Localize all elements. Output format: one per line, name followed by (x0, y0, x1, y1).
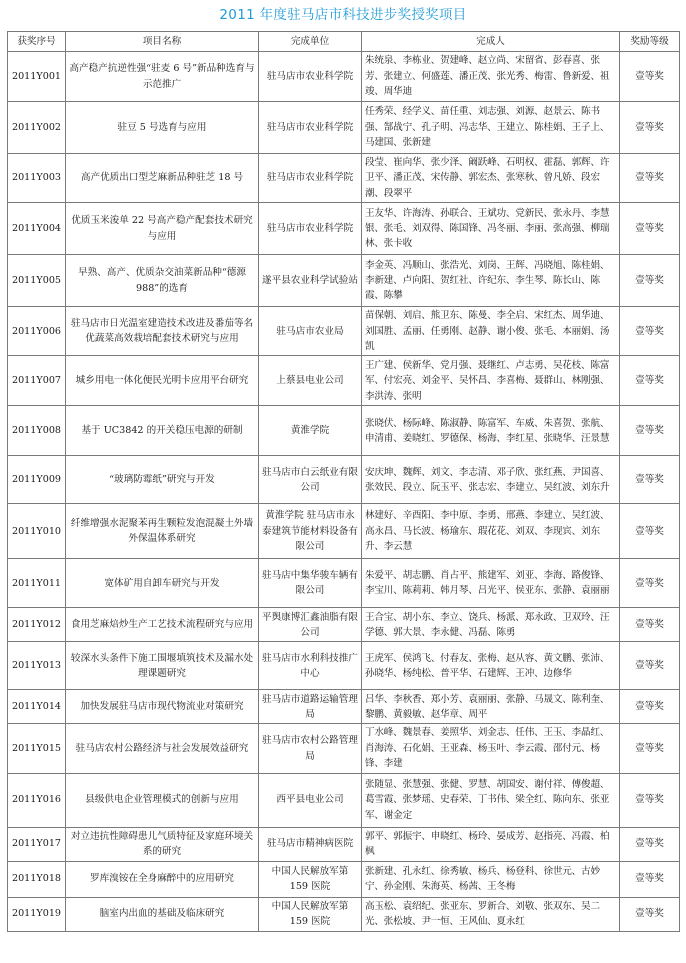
table-row (8, 642, 680, 690)
people-cell: 任秀荣、经学义、苗任重、刘志强、刘源、赵景云、陈书强、郜战宁、孔子明、冯志华、王建立、陈桂娟、王子上、马建国、张新建 (362, 102, 620, 154)
people-cell: 丁水峰、魏景春、姜照华、刘金志、任伟、王玉、李晶红、肖海涛、石化娟、王亚森、杨玉叶、李云霞、邵付元、杨锋、李建 (362, 724, 620, 773)
award-id-cell: 2011Y016 (8, 773, 66, 827)
table-row (8, 773, 680, 827)
unit-cell: 平舆康博汇鑫油脂有限公司 (259, 608, 362, 642)
unit-cell: 驻马店中集华骏车辆有限公司 (259, 559, 362, 608)
people-cell: 张新建、孔永红、徐秀敏、杨兵、杨登科、徐世元、古妙宁、孙金刚、朱海英、杨茜、王冬梅 (362, 861, 620, 897)
unit-cell: 中国人民解放军第 159 医院 (259, 897, 362, 931)
award-id-cell: 2011Y005 (8, 255, 66, 307)
grade-cell: 壹等奖 (620, 827, 680, 861)
award-id-cell: 2011Y019 (8, 897, 66, 931)
people-cell: 王友华、许海涛、孙联合、王斌功、党新民、张永丹、李慧银、张毛、刘双得、陈国锋、冯冬丽、李丽、张高强、柳瑞林、张卡收 (362, 203, 620, 255)
grade-cell: 壹等奖 (620, 307, 680, 356)
table-row (8, 154, 680, 203)
col-header-unit: 完成单位 (259, 32, 362, 52)
project-name-cell: 高产稳产抗逆性强“驻麦 6 号”新品种选育与示范推广 (66, 52, 259, 102)
people-cell: 郭平、郭振宇、申晓红、杨玲、晏成芳、赵指亮、冯霞、柏枫 (362, 827, 620, 861)
award-id-cell: 2011Y003 (8, 154, 66, 203)
table-row (8, 356, 680, 406)
grade-cell: 壹等奖 (620, 154, 680, 203)
project-name-cell: 基于 UC3842 的开关稳压电源的研制 (66, 406, 259, 456)
table-row (8, 255, 680, 307)
grade-cell: 壹等奖 (620, 724, 680, 773)
col-header-id: 获奖序号 (8, 32, 66, 52)
project-name-cell: “玻璃防霉纸”研究与开发 (66, 456, 259, 504)
award-id-cell: 2011Y002 (8, 102, 66, 154)
grade-cell: 壹等奖 (620, 608, 680, 642)
people-cell: 张晓伏、杨际峰、陈淑静、陈富军、车威、朱喜贺、张航、申清甫、姜晓红、罗德保、杨海、李红星、张晓华、汪景慧 (362, 406, 620, 456)
award-id-cell: 2011Y011 (8, 559, 66, 608)
table-row (8, 504, 680, 559)
unit-cell: 驻马店市道路运输管理局 (259, 690, 362, 724)
table-row (8, 897, 680, 931)
table-row (8, 559, 680, 608)
table-title: 2011 年度驻马店市科技进步奖授奖项目 (219, 7, 467, 23)
project-name-cell: 食用芝麻焙炒生产工艺技术流程研究与应用 (66, 608, 259, 642)
table-row (8, 861, 680, 897)
grade-cell: 壹等奖 (620, 861, 680, 897)
project-name-cell: 县级供电企业管理模式的创新与应用 (66, 773, 259, 827)
header-row (8, 32, 680, 52)
award-id-cell: 2011Y013 (8, 642, 66, 690)
grade-cell: 壹等奖 (620, 255, 680, 307)
award-id-cell: 2011Y007 (8, 356, 66, 406)
award-id-cell: 2011Y004 (8, 203, 66, 255)
unit-cell: 黄淮学院 驻马店市永泰建筑节能材料设备有限公司 (259, 504, 362, 559)
unit-cell: 驻马店市水利科技推广中心 (259, 642, 362, 690)
project-name-cell: 对立违抗性障碍患儿气质特征及家庭环境关系的研究 (66, 827, 259, 861)
awards-table (7, 31, 680, 932)
unit-cell: 西平县电业公司 (259, 773, 362, 827)
people-cell: 林建好、辛酉阳、李中原、李勇、邢燕、李建立、吴红波、高永昌、马长波、杨瑜东、瑕花花、刘双、李现宾、刘东升、李云慧 (362, 504, 620, 559)
award-id-cell: 2011Y009 (8, 456, 66, 504)
project-name-cell: 早熟、高产、优质杂交油菜新品种“德源 988”的选育 (66, 255, 259, 307)
people-cell: 高玉松、袁绍纪、张亚东、罗新合、刘敬、张双东、吴二光、张松坡、尹一恒、王风仙、夏永红 (362, 897, 620, 931)
grade-cell: 壹等奖 (620, 642, 680, 690)
grade-cell: 壹等奖 (620, 102, 680, 154)
award-id-cell: 2011Y001 (8, 52, 66, 102)
grade-cell: 壹等奖 (620, 897, 680, 931)
people-cell: 李金英、冯顺山、张浩光、刘岗、王辉、冯晓旭、陈桂娟、李新建、卢向阳、贺红社、许纪东、李生琴、陈长山、陈霞、陈攀 (362, 255, 620, 307)
project-name-cell: 优质玉米浚单 22 号高产稳产配套技术研究与应用 (66, 203, 259, 255)
grade-cell: 壹等奖 (620, 203, 680, 255)
award-id-cell: 2011Y008 (8, 406, 66, 456)
grade-cell: 壹等奖 (620, 456, 680, 504)
people-cell: 张随显、张慧强、张健、罗慧、胡国安、谢付祥、傅俊超、葛雪霞、张梦瑶、史春荣、丁书伟、梁全红、陈向东、张亚军、谢金定 (362, 773, 620, 827)
col-header-grade: 奖励等级 (620, 32, 680, 52)
unit-cell: 驻马店市白云纸业有限公司 (259, 456, 362, 504)
project-name-cell: 纤维增强水泥聚苯再生颗粒发泡混凝土外墙外保温体系研究 (66, 504, 259, 559)
people-cell: 王广建、侯新华、党月强、聂继红、卢志勇、吴花枝、陈富军、付宏亮、刘金平、吴怀昌、李喜梅、聂群山、林刚强、李洪涛、张明 (362, 356, 620, 406)
project-name-cell: 脑室内出血的基础及临床研究 (66, 897, 259, 931)
people-cell: 朱统泉、李栋业、贺建峰、赵立尚、宋留省、彭春喜、张芳、张建立、何盛莲、潘正茂、张光秀、梅雷、鲁新爱、祖竣、周华迪 (362, 52, 620, 102)
people-cell: 段莹、崔向华、张少泽、阚跃峰、石明权、霍磊、郭辉、许卫平、潘正茂、宋传静、郭宏杰、张寒秋、曾凡娇、段宏潮、段翠平 (362, 154, 620, 203)
award-id-cell: 2011Y017 (8, 827, 66, 861)
unit-cell: 驻马店市农业科学院 (259, 203, 362, 255)
people-cell: 王虎军、侯鸿飞、付春友、张梅、赵从容、黄文鹏、张沛、孙晓华、杨纯松、普平华、石建辉、王冲、边修华 (362, 642, 620, 690)
unit-cell: 驻马店市农业局 (259, 307, 362, 356)
table-row (8, 307, 680, 356)
col-header-name: 项目名称 (66, 32, 259, 52)
award-id-cell: 2011Y014 (8, 690, 66, 724)
table-row (8, 827, 680, 861)
unit-cell: 驻马店市农村公路管理局 (259, 724, 362, 773)
unit-cell: 驻马店市农业科学院 (259, 102, 362, 154)
award-id-cell: 2011Y012 (8, 608, 66, 642)
project-name-cell: 驻马店农村公路经济与社会发展效益研究 (66, 724, 259, 773)
grade-cell: 壹等奖 (620, 690, 680, 724)
unit-cell: 中国人民解放军第 159 医院 (259, 861, 362, 897)
award-id-cell: 2011Y006 (8, 307, 66, 356)
table-row (8, 203, 680, 255)
table-row (8, 724, 680, 773)
table-row (8, 406, 680, 456)
table-row (8, 456, 680, 504)
unit-cell: 遂平县农业科学试验站 (259, 255, 362, 307)
grade-cell: 壹等奖 (620, 773, 680, 827)
project-name-cell: 罗库溴铵在全身麻醉中的应用研究 (66, 861, 259, 897)
unit-cell: 上蔡县电业公司 (259, 356, 362, 406)
grade-cell: 壹等奖 (620, 52, 680, 102)
project-name-cell: 驻马店市日光温室建造技术改进及番茄等名优蔬菜高效栽培配套技术研究与应用 (66, 307, 259, 356)
table-row (8, 690, 680, 724)
unit-cell: 驻马店市农业科学院 (259, 154, 362, 203)
project-name-cell: 驻豆 5 号选育与应用 (66, 102, 259, 154)
table-body (8, 52, 680, 932)
unit-cell: 驻马店市农业科学院 (259, 52, 362, 102)
award-id-cell: 2011Y010 (8, 504, 66, 559)
award-id-cell: 2011Y018 (8, 861, 66, 897)
people-cell: 王合宝、胡小东、李立、饶兵、杨派、郑永政、卫双玲、汪学德、郭大景、李永健、冯磊、陈勇 (362, 608, 620, 642)
grade-cell: 壹等奖 (620, 504, 680, 559)
award-id-cell: 2011Y015 (8, 724, 66, 773)
project-name-cell: 宽体矿用自卸车研究与开发 (66, 559, 259, 608)
people-cell: 苗保朝、刘启、熊卫东、陈曼、李全启、宋红杰、周华迪、刘国胜、孟丽、任勇刚、赵静、谢小俊、张毛、本丽娟、汤凯 (362, 307, 620, 356)
grade-cell: 壹等奖 (620, 559, 680, 608)
people-cell: 安庆坤、魏辉、刘文、李志清、邓子欣、张红燕、尹国喜、张效民、段立、阮玉平、张志宏、李建立、吴红波、刘东升 (362, 456, 620, 504)
people-cell: 朱爱平、胡志鹏、肖占平、熊建军、刘亚、李海、路俊锋、李宝川、陈莉莉、韩月琴、吕光平、侯亚东、张静、袁丽丽 (362, 559, 620, 608)
project-name-cell: 城乡用电一体化便民光明卡应用平台研究 (66, 356, 259, 406)
col-header-people: 完成人 (362, 32, 620, 52)
table-row (8, 52, 680, 102)
project-name-cell: 高产优质出口型芝麻新品种驻芝 18 号 (66, 154, 259, 203)
grade-cell: 壹等奖 (620, 406, 680, 456)
table-row (8, 102, 680, 154)
project-name-cell: 加快发展驻马店市现代物流业对策研究 (66, 690, 259, 724)
unit-cell: 驻马店市精神病医院 (259, 827, 362, 861)
unit-cell: 黄淮学院 (259, 406, 362, 456)
people-cell: 吕华、李秋香、郑小芳、袁丽丽、张静、马晟文、陈利奎、黎鹏、黄毅敏、赵华章、周平 (362, 690, 620, 724)
project-name-cell: 较深水头条件下施工围堰填筑技术及漏水处理课题研究 (66, 642, 259, 690)
table-row (8, 608, 680, 642)
grade-cell: 壹等奖 (620, 356, 680, 406)
